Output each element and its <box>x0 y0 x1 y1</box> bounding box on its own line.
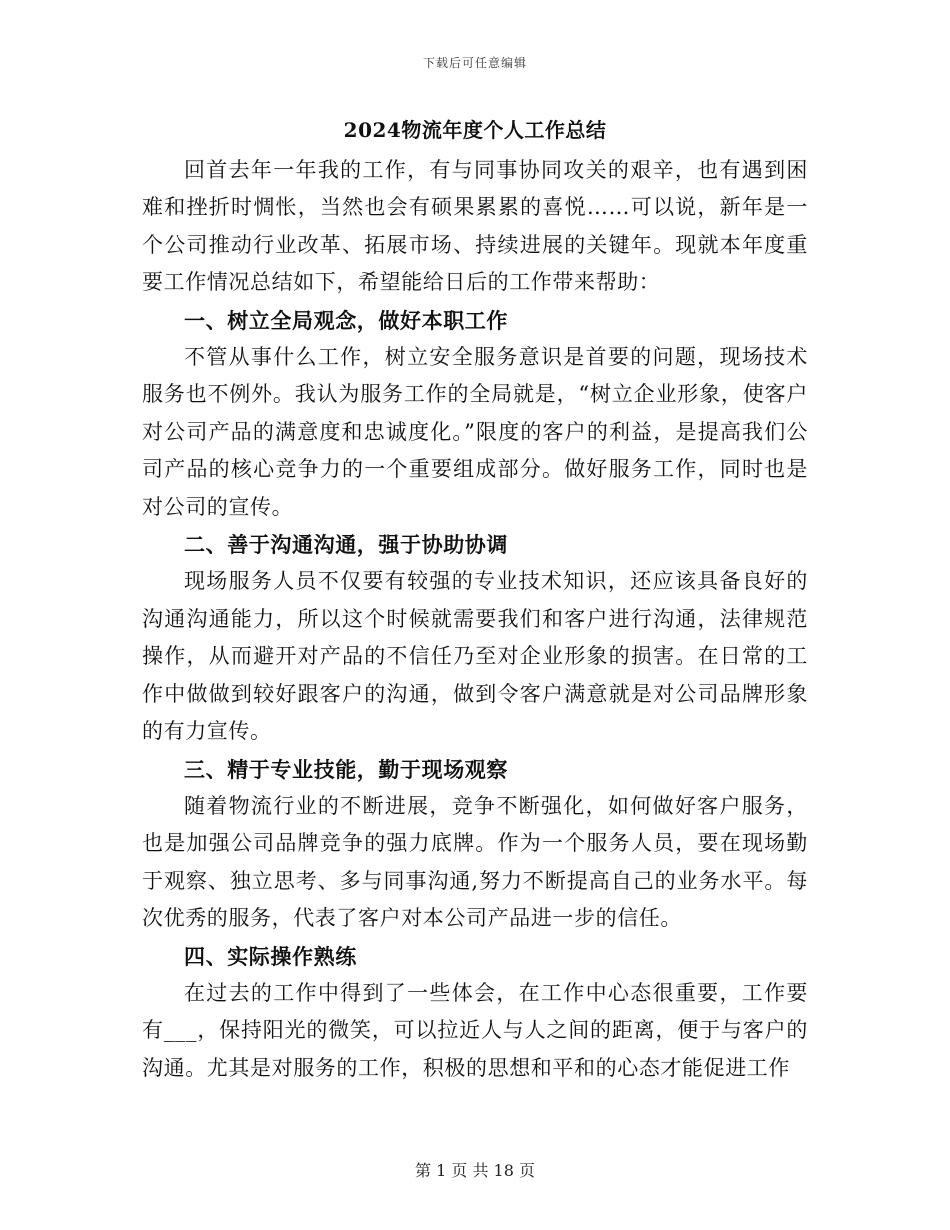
page-number-footer: 第 1 页 共 18 页 <box>415 1161 535 1180</box>
section-body-3: 随着物流行业的不断进展，竞争不断强化，如何做好客户服务，也是加强公司品牌竞争的强力底牌。作为一个服务人员，要在现场勤于观察、独立思考、多与同事沟通,努力不断提高自己的业务水平。每次优秀的服务，代表了客户对本公司产品进一步的信任。 <box>142 793 808 931</box>
document-title: 2024物流年度个人工作总结 <box>343 118 607 142</box>
intro-paragraph: 回首去年一年我的工作，有与同事协同攻关的艰辛，也有遇到困难和挫折时惆怅，当然也会有硕果累累的喜悦……可以说，新年是一个公司推动行业改革、拓展市场、持续进展的关键年。现就本年度重要工作情况总结如下，希望能给日后的工作带来帮助： <box>142 158 808 295</box>
section-heading-1: 一、树立全局观念，做好本职工作 <box>184 307 508 333</box>
section-heading-4: 四、实际操作熟练 <box>184 943 357 969</box>
section-body-4: 在过去的工作中得到了一些体会，在工作中心态很重要，工作要有___，保持阳光的微笑，可以拉近人与人之间的距离，便于与客户的沟通。尤其是对服务的工作，积极的思想和平和的心态才能促进工作 <box>142 980 808 1080</box>
section-heading-2: 二、善于沟通沟通，强于协助协调 <box>184 532 508 558</box>
section-body-1: 不管从事什么工作，树立安全服务意识是首要的问题，现场技术服务也不例外。我认为服务工作的全局就是，“树立企业形象，使客户对公司产品的满意度和忠诚度化。”限度的客户的利益，是提高我们公司产品的核心竞争力的一个重要组成部分。做好服务工作，同时也是对公司的宣传。 <box>142 345 808 519</box>
section-body-2: 现场服务人员不仅要有较强的专业技术知识，还应该具备良好的沟通沟通能力，所以这个时候就需要我们和客户进行沟通，法律规范操作，从而避开对产品的不信任乃至对企业形象的损害。在日常的工作中做做到较好跟客户的沟通，做到令客户满意就是对公司品牌形象的有力宣传。 <box>142 569 808 744</box>
section-heading-3: 三、精于专业技能，勤于现场观察 <box>184 756 508 782</box>
header-note: 下载后可任意编辑 <box>422 56 527 70</box>
document-body <box>142 112 808 1087</box>
